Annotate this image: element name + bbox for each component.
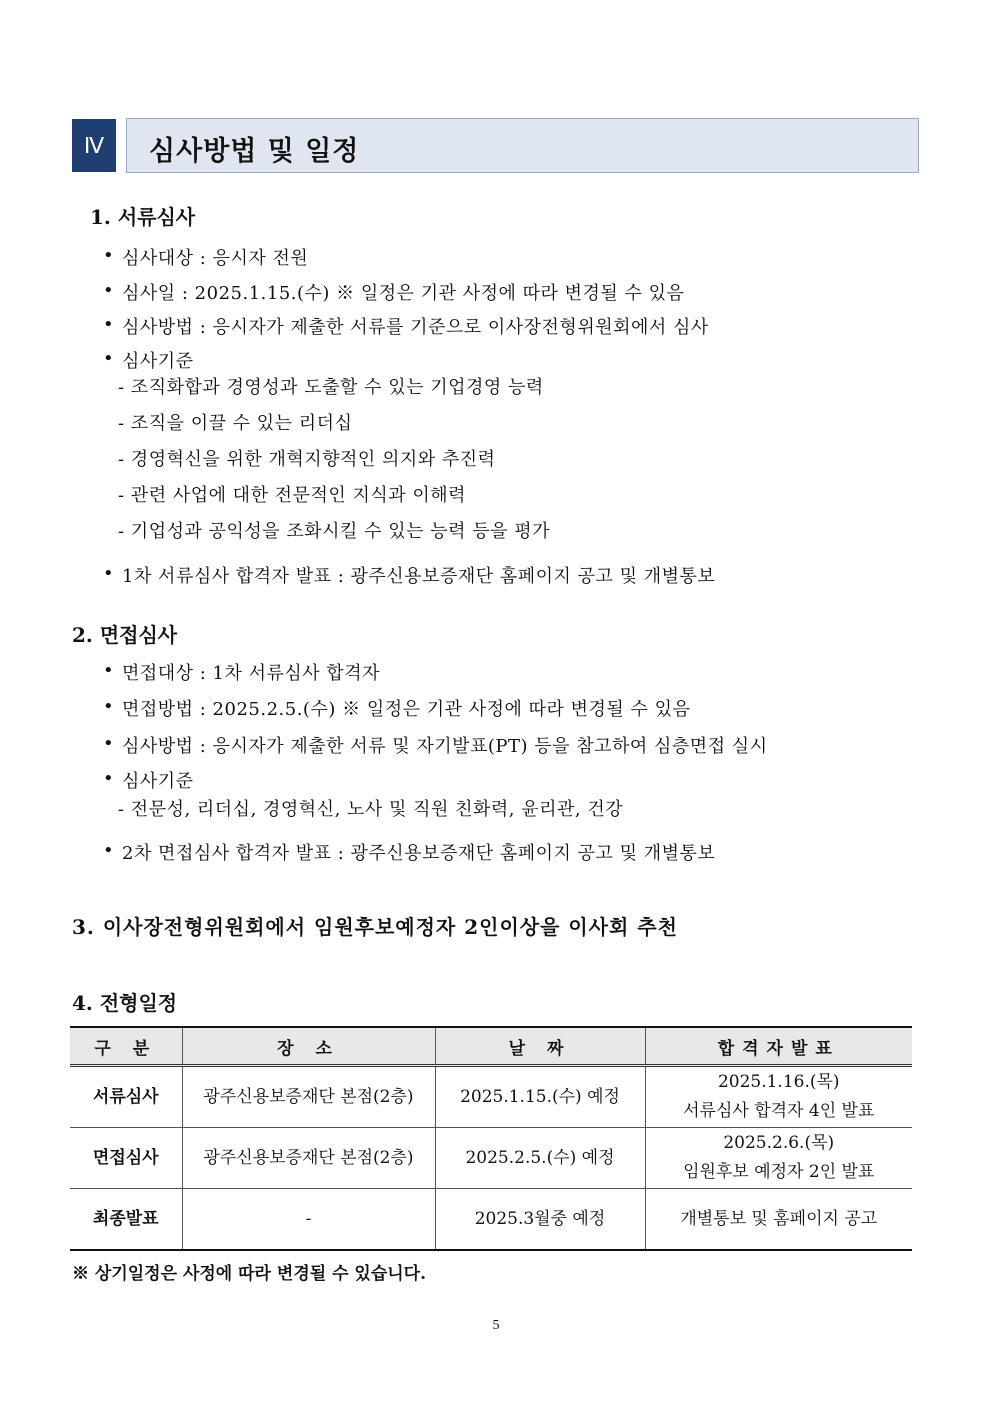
sec1-criterion: - 기업성과 공익성을 조화시킬 수 있는 능력 등을 평가 bbox=[118, 521, 551, 542]
result-date: 2025.2.6.(목) bbox=[723, 1133, 835, 1153]
bullet: • bbox=[103, 768, 114, 789]
table-row bbox=[70, 1189, 912, 1251]
col-header: 구 분 bbox=[70, 1027, 182, 1066]
result-cell: 개별통보 및 홈페이지 공고 bbox=[645, 1189, 912, 1251]
date-cell: 2025.3월중 예정 bbox=[435, 1189, 645, 1251]
bullet: • bbox=[103, 245, 114, 266]
sec2-item: 심사방법 : 응시자가 제출한 서류 및 자기발표(PT) 등을 참고하여 심층면접 실시 bbox=[122, 736, 768, 757]
schedule-note: ※ 상기일정은 사정에 따라 변경될 수 있습니다. bbox=[72, 1264, 427, 1284]
sec1-criterion: - 조직화합과 경영성과 도출할 수 있는 기업경영 능력 bbox=[118, 377, 544, 398]
bullet: • bbox=[103, 733, 114, 754]
sec2-item: 면접방법 : 2025.2.5.(수) ※ 일정은 기관 사정에 따라 변경될 수 있음 bbox=[122, 699, 691, 720]
col-header: 합격자발표 bbox=[645, 1027, 912, 1066]
sec2-item: 심사기준 bbox=[122, 771, 194, 792]
sec1-item: 심사방법 : 응시자가 제출한 서류를 기준으로 이사장전형위원회에서 심사 bbox=[122, 317, 709, 338]
sec2-item: 면접대상 : 1차 서류심사 합격자 bbox=[122, 663, 381, 684]
sec1-title: 1. 서류심사 bbox=[90, 205, 196, 229]
place-cell: - bbox=[182, 1189, 435, 1251]
date-cell: 2025.1.15.(수) 예정 bbox=[435, 1066, 645, 1128]
result-date: 2025.1.16.(목) bbox=[717, 1072, 840, 1092]
schedule-table bbox=[70, 1026, 912, 1251]
page-number: 5 bbox=[492, 1318, 500, 1333]
result-cell bbox=[645, 1066, 912, 1128]
col-header: 날 짜 bbox=[435, 1027, 645, 1066]
sec1-criterion: - 조직을 이끌 수 있는 리더십 bbox=[118, 413, 353, 434]
table-row bbox=[70, 1066, 912, 1128]
stage-cell: 최종발표 bbox=[70, 1189, 182, 1251]
place-cell: 광주신용보증재단 본점(2층) bbox=[182, 1066, 435, 1128]
bullet: • bbox=[103, 840, 114, 861]
bullet: • bbox=[103, 660, 114, 681]
bullet: • bbox=[103, 280, 114, 301]
sec1-criterion: - 경영혁신을 위한 개혁지향적인 의지와 추진력 bbox=[118, 449, 496, 470]
bullet: • bbox=[103, 563, 114, 584]
stage-cell: 서류심사 bbox=[70, 1066, 182, 1128]
place-cell: 광주신용보증재단 본점(2층) bbox=[182, 1128, 435, 1189]
bullet: • bbox=[103, 348, 114, 369]
date-cell: 2025.2.5.(수) 예정 bbox=[435, 1128, 645, 1189]
sec1-item: 심사기준 bbox=[122, 351, 194, 372]
section-header bbox=[126, 118, 919, 173]
table-row bbox=[70, 1128, 912, 1189]
stage-cell: 면접심사 bbox=[70, 1128, 182, 1189]
bullet: • bbox=[103, 696, 114, 717]
sec1-item: 심사일 : 2025.1.15.(수) ※ 일정은 기관 사정에 따라 변경될 수 있음 bbox=[122, 283, 685, 304]
section-number: Ⅳ bbox=[72, 119, 116, 172]
sec4-title: 4. 전형일정 bbox=[72, 991, 178, 1015]
section-title: 심사방법 및 일정 bbox=[149, 136, 360, 167]
result-cell bbox=[645, 1128, 912, 1189]
sec2-title: 2. 면접심사 bbox=[72, 623, 178, 647]
result-text: 임원후보 예정자 2인 발표 bbox=[683, 1162, 875, 1182]
sec3-title: 3. 이사장전형위원회에서 임원후보예정자 2인이상을 이사회 추천 bbox=[72, 915, 678, 939]
sec1-item: 심사대상 : 응시자 전원 bbox=[122, 248, 309, 269]
sec1-announce: 1차 서류심사 합격자 발표 : 광주신용보증재단 홈페이지 공고 및 개별통보 bbox=[122, 566, 716, 587]
bullet: • bbox=[103, 314, 114, 335]
table-header-row bbox=[70, 1027, 912, 1066]
sec2-criterion: - 전문성, 리더십, 경영혁신, 노사 및 직원 친화력, 윤리관, 건강 bbox=[118, 799, 624, 820]
col-header: 장 소 bbox=[182, 1027, 435, 1066]
sec2-announce: 2차 면접심사 합격자 발표 : 광주신용보증재단 홈페이지 공고 및 개별통보 bbox=[122, 843, 716, 864]
result-text: 서류심사 합격자 4인 발표 bbox=[683, 1101, 875, 1121]
sec1-criterion: - 관련 사업에 대한 전문적인 지식과 이해력 bbox=[118, 485, 467, 506]
